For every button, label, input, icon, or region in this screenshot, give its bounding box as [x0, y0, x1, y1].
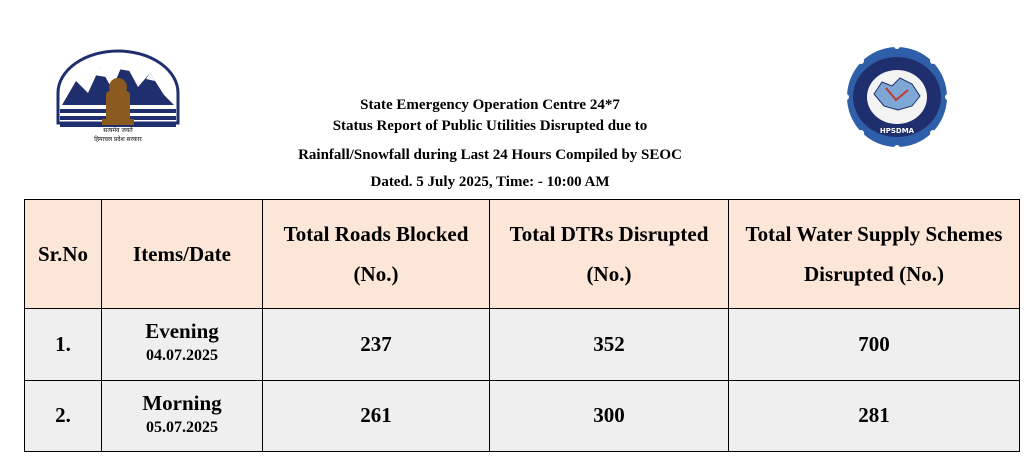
items-date-cell [102, 380, 263, 452]
hpsdma-seal-icon [826, 42, 968, 152]
report-subtitle-line2: Rainfall/Snowfall during Last 24 Hours Compiled by SEOC [298, 147, 682, 163]
water-schemes-cell: 700 [729, 309, 1020, 381]
dtrs-disrupted-cell: 352 [490, 309, 729, 381]
emblem-caption-line2: हिमाचल प्रदेश सरकार [94, 136, 142, 143]
table-header-row [25, 200, 1020, 309]
report-date: 05.07.2025 [146, 418, 218, 436]
utilities-status-table [24, 199, 1020, 452]
table-row [25, 380, 1020, 452]
report-date-time: Dated. 5 July 2025, Time: - 10:00 AM [370, 174, 610, 190]
hp-government-emblem [54, 45, 182, 149]
report-period: Morning [142, 390, 222, 415]
hpsdma-seal-text: HPSDMA [879, 127, 915, 135]
roads-blocked-cell: 237 [263, 309, 490, 381]
report-subtitle-line1: Status Report of Public Utilities Disrupted due to [332, 118, 648, 134]
column-header-roads-blocked: Total Roads Blocked (No.) [263, 200, 490, 309]
report-date: 04.07.2025 [146, 347, 218, 365]
items-date-cell [102, 309, 263, 381]
water-schemes-cell: 281 [729, 380, 1020, 452]
report-period: Evening [145, 319, 219, 344]
column-header-items-date: Items/Date [102, 200, 263, 309]
column-header-water-schemes-disrupted: Total Water Supply Schemes Disrupted (No.) [729, 200, 1020, 309]
dtrs-disrupted-cell: 300 [490, 380, 729, 452]
sr-no-cell: 1. [25, 309, 102, 381]
sr-no-cell: 2. [25, 380, 102, 452]
column-header-dtrs-disrupted: Total DTRs Disrupted (No.) [490, 200, 729, 309]
column-header-sr-no: Sr.No [25, 200, 102, 309]
report-title: State Emergency Operation Centre 24*7 [360, 97, 620, 113]
roads-blocked-cell: 261 [263, 380, 490, 452]
table-row [25, 309, 1020, 381]
hpsdma-emblem [826, 42, 968, 152]
emblem-caption-line1: सत्यमेव जयते [103, 127, 133, 134]
